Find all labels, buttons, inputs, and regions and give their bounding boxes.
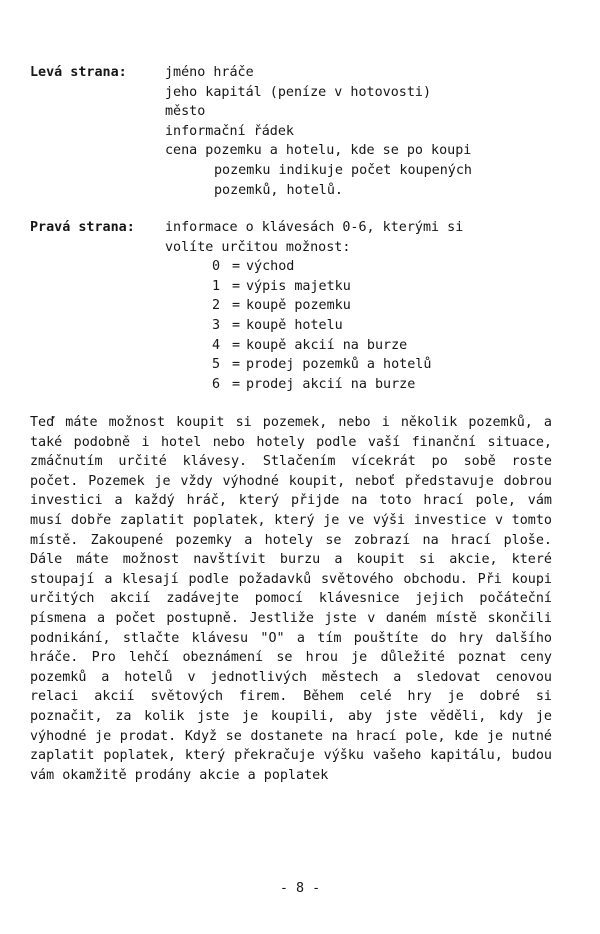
key-option: [165, 316, 580, 336]
equals-sign: =: [231, 357, 241, 373]
right-side-description: [165, 218, 580, 394]
page-number: - 8 -: [279, 881, 321, 896]
left-side-line: město: [165, 104, 206, 120]
right-side-label: Pravá strana:: [30, 220, 135, 235]
body-paragraph: Teď máte možnost koupit si pozemek, nebo i několik pozemků, a také podobně i hotel nebo hotely podle vaší finanční situace, zmáčnutím určité klávesy. Stlačením vícekrát po sobě roste počet. Pozemek je vždy výhodné koupit, neboť představuje dobrou investici a každý hráč, který přijde na toto hrací pole, vám musí dobře zaplatit poplatek, který je ve výši investice v tomto místě. Zakoupené pozemky a hotely se zobrazí na hrací ploše. Dále máte možnost navštívit burzu a koupit si akcie, které stoupají a klesají podle požadavků světového obchodu. Při koupi určitých akcií zadávejte pomocí klávesnice jejich počáteční písmena a počet postupně. Jestliže jste v daném místě skončili podnikání, stlačte klávesu "O" a tím pouštíte do hry dalšího hráče. Pro lehčí obeznámení se hrou je důležité poznat ceny pozemků a hotelů v jednotlivých městech a sledovat cenovou relaci akcií světových firem. Během celé hry je dobré si poznačit, za kolik jste je koupili, aby jste věděli, kdy je výhodné je prodat. Když se dostanete na hrací pole, kde je nutné zaplatit poplatek, který překračuje výšku vašeho kapitálu, budou vám okamžitě prodány akcie a poplatek: [30, 415, 552, 783]
left-side-line: pozemku indikuje počet koupených: [214, 162, 472, 178]
left-side-line: pozemků, hotelů.: [214, 182, 343, 198]
right-side-section: [30, 218, 570, 398]
left-side-line: jeho kapitál (peníze v hotovosti): [165, 84, 432, 100]
equals-sign: =: [231, 259, 241, 275]
left-side-line: cena pozemku a hotelu, kde se po koupi: [165, 143, 472, 159]
key-description: prodej pozemků a hotelů: [246, 357, 432, 373]
equals-sign: =: [231, 298, 241, 314]
left-side-line: jméno hráče: [165, 65, 254, 80]
key-number: 5: [212, 357, 221, 373]
key-option: [165, 296, 580, 316]
key-number: 3: [212, 317, 221, 333]
key-number: 6: [212, 376, 221, 392]
key-description: koupě akcií na burze: [246, 337, 408, 353]
key-option: [165, 277, 580, 297]
key-option: [165, 336, 580, 356]
right-side-intro-line: volíte určitou možnost:: [165, 239, 351, 255]
key-option: [165, 375, 580, 395]
left-side-description: [165, 63, 580, 200]
key-description: koupě hotelu: [246, 317, 343, 333]
key-number: 0: [212, 259, 221, 275]
left-side-line: informační řádek: [165, 123, 294, 139]
key-description: výpis majetku: [246, 278, 351, 294]
equals-sign: =: [231, 376, 241, 392]
key-number: 4: [212, 337, 221, 353]
equals-sign: =: [231, 317, 241, 333]
left-side-section: [30, 63, 570, 203]
key-option: [165, 257, 580, 277]
key-description: koupě pozemku: [246, 298, 351, 314]
key-number: 1: [212, 278, 221, 294]
key-description: východ: [246, 259, 295, 275]
key-description: prodej akcií na burze: [246, 376, 416, 392]
equals-sign: =: [231, 337, 241, 353]
right-side-intro-line: informace o klávesách 0-6, kterými si: [165, 220, 464, 235]
key-option: [165, 355, 580, 375]
equals-sign: =: [231, 278, 241, 294]
left-side-label: Levá strana:: [30, 65, 127, 80]
key-number: 2: [212, 298, 221, 314]
